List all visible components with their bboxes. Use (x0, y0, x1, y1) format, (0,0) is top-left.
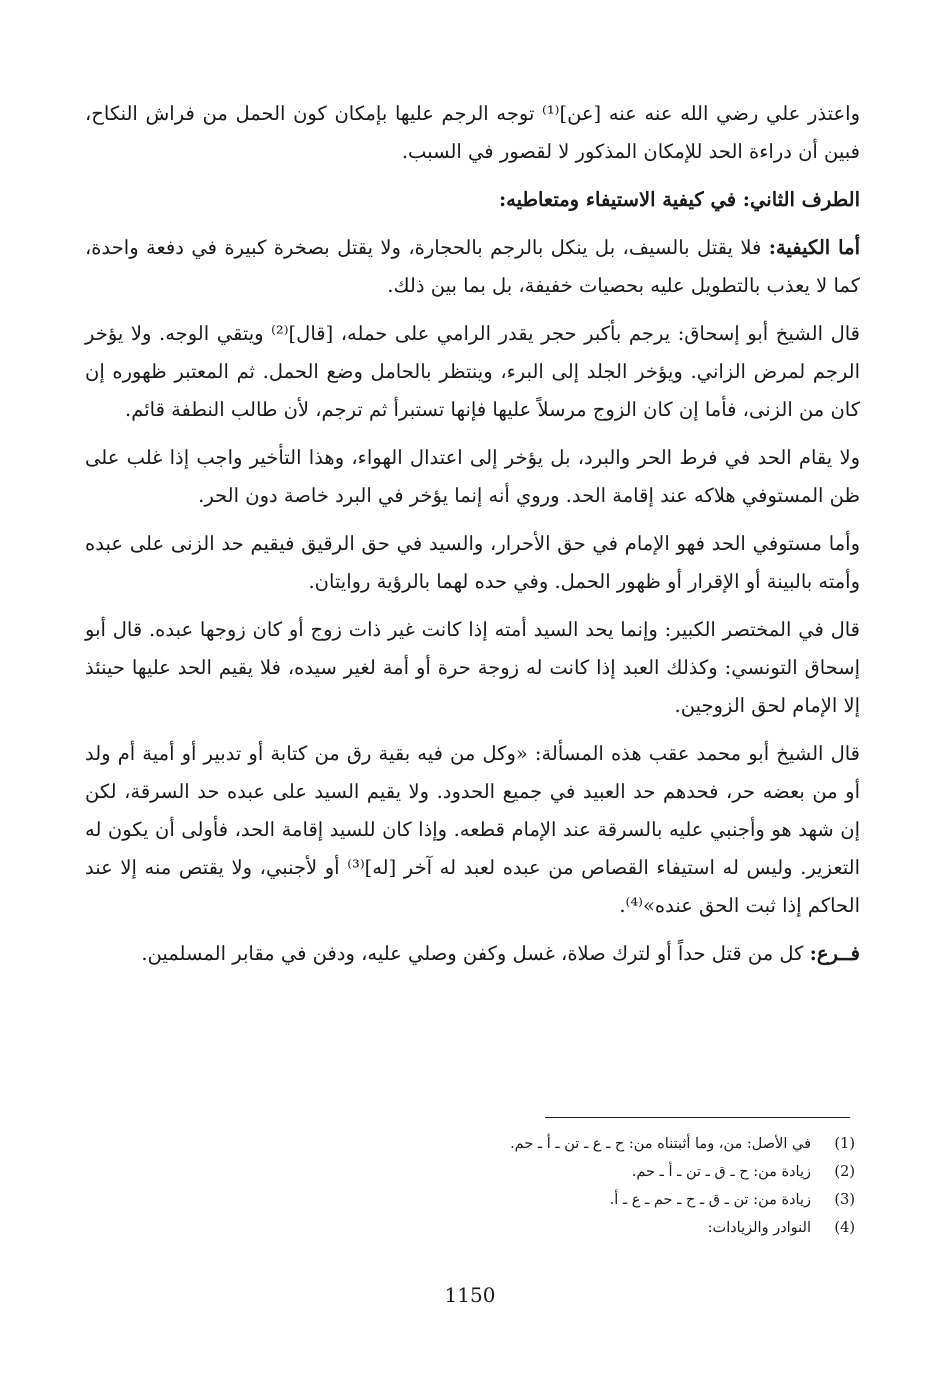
footnote-number: (2) (834, 1164, 855, 1180)
paragraph-2 (85, 229, 860, 305)
footnote (85, 1158, 855, 1186)
paragraph-5: وأما مستوفي الحد فهو الإمام في حق الأحرار، والسيد في حق الرقيق فيقيم حد الزنى على عبده وأمته بالبينة أو الإقرار أو ظهور الحمل. وفي حده لهما بالرؤية روايتان. (85, 532, 860, 593)
footnotes (85, 1130, 855, 1242)
footnote (85, 1214, 855, 1242)
paragraph-1: واعتذر علي رضي الله عنه عنه [عن]⁽¹⁾ توجه الرجم عليها بإمكان كون الحمل من فراش النكاح، فبين أن دراءة الحد للإمكان المذكور لا لقصور في السبب. (85, 102, 860, 163)
footnote-number: (1) (834, 1136, 855, 1152)
footnote-text: زيادة من: تن ـ ق ـ ح ـ حم ـ ع ـ أ. (609, 1192, 811, 1208)
footnote (85, 1186, 855, 1214)
footnote-divider (545, 1117, 850, 1118)
main-text (85, 95, 860, 983)
section-heading: الطرف الثاني: في كيفية الاستيفاء ومتعاطيه: (498, 188, 860, 211)
footnote (85, 1130, 855, 1158)
page-number: 1150 (444, 1283, 496, 1307)
paragraph-8-text: كل من قتل حداً أو لترك صلاة، غسل وكفن وصلي عليه، ودفن في مقابر المسلمين. (141, 942, 804, 965)
paragraph-3: قال الشيخ أبو إسحاق: يرجم بأكبر حجر يقدر الرامي على حمله، [قال]⁽²⁾ ويتقي الوجه. ولا يؤخر الرجم لمرض الزاني. ويؤخر الجلد إلى البرء، وينتظر بالحامل وضع الحمل. ثم المعتبر ظهوره إن كان من الزنى، فأما إن كان الزوج مرسلاً عليها فإنها تستبرأ ثم ترجم، لأن طالب النطفة قائم. (85, 322, 861, 421)
footnote-text: النوادر والزيادات: (707, 1220, 811, 1236)
paragraph-4: ولا يقام الحد في فرط الحر والبرد، بل يؤخر إلى اعتدال الهواء، وهذا التأخير واجب إذا غلب على ظن المستوفي هلاكه عند إقامة الحد. وروي أنه إنما يؤخر في البرد خاصة دون الحر. (85, 446, 860, 507)
footnote-text: في الأصل: من، وما أثبتناه من: ح ـ ع ـ تن ـ أ ـ حم. (510, 1136, 811, 1152)
footnote-text: زيادة من: ح ـ ق ـ تن ـ أ ـ حم. (631, 1164, 811, 1180)
paragraph-2-lead: أما الكيفية: (768, 236, 860, 259)
paragraph-7: قال الشيخ أبو محمد عقب هذه المسألة: «وكل من فيه بقية رق من كتابة أو تدبير أو أمية أم ولد أو من بعضه حر، فحدهم حد العبيد في جميع الحدود. ولا يقيم السيد على عبده حد السرقة، لكن إن شهد هو وأجنبي عليه بالسرقة عند الإمام قطعه. وإذا كان للسيد إقامة الحد، فأولى أن يكون له التعزير. وليس له استيفاء القصاص من عبده لعبد له آخر [له]⁽³⁾ أو لأجنبي، ولا يقتص منه إلا عند الحاكم إذا ثبت الحق عنده»⁽⁴⁾. (85, 742, 860, 917)
footnote-number: (4) (834, 1220, 855, 1236)
paragraph-8 (85, 935, 860, 973)
paragraph-8-lead: فــرع: (809, 942, 860, 965)
footnote-number: (3) (834, 1192, 855, 1208)
paragraph-6: قال في المختصر الكبير: وإنما يحد السيد أمته إذا كانت غير ذات زوج أو كان زوجها عبده. قال أبو إسحاق التونسي: وكذلك العبد إذا كانت له زوجة حرة أو أمة لغير سيده، فلا يقيم الحد عليها حينئذ إلا الإمام لحق الزوجين. (85, 618, 860, 717)
paragraph-2-text: فلا يقتل بالسيف، بل ينكل بالرجم بالحجارة، ولا يقتل بصخرة كبيرة في دفعة واحدة، كما لا يعذب بالتطويل عليه بحصيات خفيفة، بل بما بين ذلك. (85, 236, 860, 297)
